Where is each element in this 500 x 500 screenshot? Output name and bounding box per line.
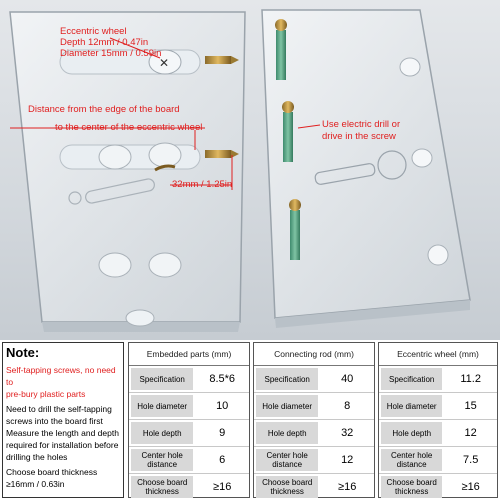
row-label: Center hole distance xyxy=(256,449,318,471)
row-value: 9 xyxy=(219,427,226,439)
row-label: Center hole distance xyxy=(131,449,193,471)
table-row xyxy=(379,420,497,447)
row-value: 15 xyxy=(464,400,477,412)
table-title: Eccentric wheel (mm) xyxy=(379,343,497,366)
note-red-text xyxy=(6,364,120,400)
svg-text:✕: ✕ xyxy=(159,56,170,70)
note-line: screws into the board first xyxy=(6,416,103,426)
note-line: required for installation before xyxy=(6,440,119,450)
note-line: Measure the length and depth xyxy=(6,428,119,438)
table-row xyxy=(254,474,374,500)
table-row xyxy=(254,366,374,393)
row-label: Hole diameter xyxy=(256,395,318,417)
row-label: Choose board thickness xyxy=(256,476,318,498)
anno-eccentric-diameter: Diameter 15mm / 0.59in xyxy=(60,48,162,59)
note-panel xyxy=(2,342,124,498)
row-label: Choose board thickness xyxy=(131,476,193,498)
row-value: 11.2 xyxy=(460,373,481,385)
note-red-line: pre-bury plastic parts xyxy=(6,389,86,399)
row-label: Specification xyxy=(381,368,442,390)
row-value: 10 xyxy=(216,400,229,412)
table-row xyxy=(379,447,497,474)
row-value: 40 xyxy=(341,373,354,385)
row-value: ≥16 xyxy=(338,481,357,493)
table-row xyxy=(129,366,249,393)
row-label: Hole diameter xyxy=(381,395,442,417)
anno-distance-line2: to the center of the eccentric wheel xyxy=(55,122,203,133)
table-row xyxy=(129,447,249,474)
table-row xyxy=(379,366,497,393)
note-line: drilling the holes xyxy=(6,452,68,462)
note-drill-text xyxy=(6,403,120,463)
note-red-line: Self-tapping screws, no need to xyxy=(6,365,116,387)
table-row xyxy=(254,420,374,447)
table-row xyxy=(129,474,249,500)
row-value: ≥16 xyxy=(213,481,232,493)
note-title: Note: xyxy=(6,345,40,360)
note-line: Need to drill the self-tapping xyxy=(6,404,112,414)
table-row xyxy=(254,393,374,420)
table-row xyxy=(129,393,249,420)
row-label: Choose board thickness xyxy=(381,476,442,498)
row-label: Specification xyxy=(256,368,318,390)
connecting-rod-3 xyxy=(289,199,301,260)
anno-eccentric-depth: Depth 12mm / 0.47in xyxy=(60,37,149,48)
spec-section xyxy=(0,340,500,500)
row-label: Hole diameter xyxy=(131,395,193,417)
row-label: Hole depth xyxy=(256,422,318,444)
table-row xyxy=(129,420,249,447)
embedded-parts-table xyxy=(128,342,250,498)
row-value: ≥16 xyxy=(461,481,480,493)
table-row xyxy=(254,447,374,474)
anno-eccentric-title: Eccentric wheel xyxy=(60,26,127,37)
note-line: Choose board thickness xyxy=(6,467,98,477)
row-label: Hole depth xyxy=(381,422,442,444)
table-row xyxy=(379,474,497,500)
anno-measure: 32mm / 1.25in xyxy=(172,179,233,190)
note-line: ≥16mm / 0.63in xyxy=(6,479,65,489)
row-value: 8.5*6 xyxy=(209,373,236,385)
row-value: 32 xyxy=(341,427,354,439)
row-value: 6 xyxy=(219,454,226,466)
connecting-rod-2 xyxy=(282,101,294,162)
note-thickness-text xyxy=(6,466,120,490)
connecting-rod-table xyxy=(253,342,375,498)
anno-screwdriver-line2: drive in the screw xyxy=(322,131,396,142)
left-acrylic-board xyxy=(10,12,245,332)
table-row xyxy=(379,393,497,420)
eccentric-wheel-table xyxy=(378,342,498,498)
row-label: Center hole distance xyxy=(381,449,442,471)
row-value: 8 xyxy=(344,400,351,412)
table-title: Connecting rod (mm) xyxy=(254,343,374,366)
right-acrylic-board xyxy=(262,10,470,328)
row-label: Hole depth xyxy=(131,422,193,444)
row-value: 12 xyxy=(464,427,477,439)
row-label: Specification xyxy=(131,368,193,390)
row-value: 7.5 xyxy=(463,454,479,466)
table-title: Embedded parts (mm) xyxy=(129,343,249,366)
anno-distance-line1: Distance from the edge of the board xyxy=(28,104,180,115)
row-value: 12 xyxy=(341,454,354,466)
anno-screwdriver-line1: Use electric drill or xyxy=(322,119,401,130)
connecting-rod-1 xyxy=(275,19,287,80)
